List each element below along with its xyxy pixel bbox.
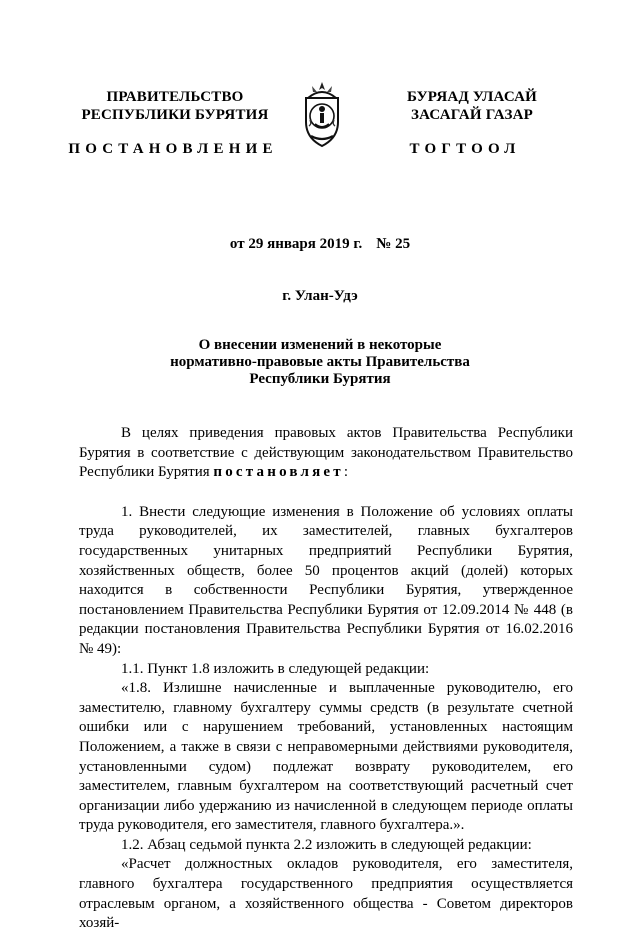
paragraph-1-8-text: «1.8. Излишне начисленные и выплаченные руководителю, его заместителю, главному бухгалтеру суммы средств (в результате счетной ошибки или с нарушением требований, установленных настоящим Положением, а также в связи с неправомерными действиями руководителя, установленными судом) подлежат возврату руководителем, его заместителем, главным бухгалтером на соответствующий расчетный счет организации либо удержанию из начисленной в следующем периоде оплаты труда руководителя, его заместителя, главного бухгалтера.». [79, 680, 573, 834]
preamble-paragraph [79, 424, 573, 483]
preamble-text: В целях приведения правовых актов Правительства Республики Бурятия в соответствие с действующим законодательством Правительство Республики Бурятия [79, 425, 573, 481]
title-line2: нормативно-правовые акты Правительства [170, 354, 470, 370]
city: г. Улан-Удэ [282, 288, 358, 304]
paragraph-1-1: 1.1. Пункт 1.8 изложить в следующей редакции: [121, 660, 430, 677]
issuer-ru [75, 88, 275, 124]
issuer-ru-line1: ПРАВИТЕЛЬСТВО [106, 89, 244, 105]
doc-type-bua: ТОГТООЛ [409, 141, 521, 157]
republic-coat-of-arms-icon [298, 80, 346, 150]
decree-date: от 29 января 2019 г. [229, 236, 363, 252]
preamble-colon: : [343, 464, 349, 481]
issuer-bua-line1: БУРЯАД УЛАСАЙ [406, 89, 538, 105]
issuer-bua [372, 88, 572, 124]
decree-number: № 25 [376, 236, 411, 252]
title-line3: Республики Бурятия [249, 371, 391, 387]
decree-body [79, 424, 573, 934]
paragraph-1: 1. Внести следующие изменения в Положение об условиях оплаты труда руководителей, их заместителей, главных бухгалтеров государственных унитарных предприятий Республики Бурятия, хозяйственных обществ, более 50 процентов акций (долей) которых находится в собственности Республики Бурятия, утвержденное постановлением Правительства Республики Бурятия от 12.09.2014 № 448 (в редакции постановления Правительства Республики Бурятия от 16.02.2016 № 49): [79, 503, 573, 657]
doc-type-ru: ПОСТАНОВЛЕНИЕ [68, 141, 278, 157]
issuer-ru-line2: РЕСПУБЛИКИ БУРЯТИЯ [81, 107, 269, 123]
issuer-bua-line2: ЗАСАГАЙ ГАЗАР [411, 107, 533, 123]
decree-keyword: постановляет [213, 464, 344, 481]
decree-title [120, 337, 520, 388]
paragraph-1-2: 1.2. Абзац седьмой пункта 2.2 изложить в следующей редакции: [121, 836, 532, 853]
title-line1: О внесении изменений в некоторые [198, 337, 442, 353]
paragraph-2-2-text: «Расчет должностных окладов руководителя, его заместителя, главного бухгалтера государственного предприятия осуществляется отраслевым органом, а хозяйственного общества - Советом директоров хозяй- [79, 856, 573, 932]
date-number-line [0, 236, 640, 253]
